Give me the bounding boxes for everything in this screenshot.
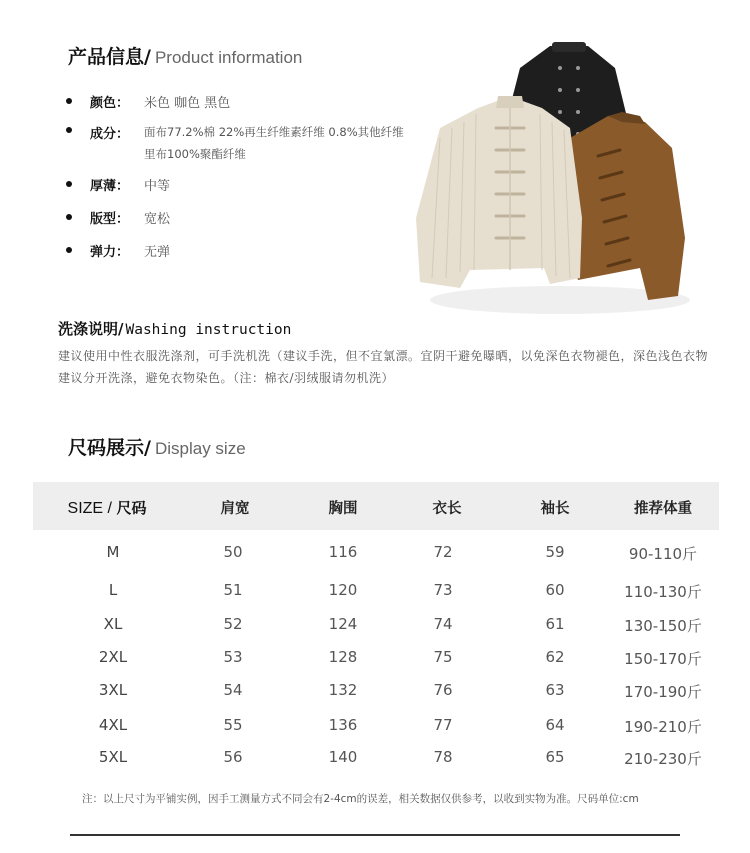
table-cell: 128 — [328, 648, 358, 666]
info-row-color — [66, 92, 406, 111]
size-label: 2XL — [98, 648, 128, 666]
size-header-cn: 尺码 — [116, 499, 147, 517]
table-cell: 51 — [223, 581, 243, 599]
table-cell: 72 — [433, 543, 453, 561]
info-value-line: 中等 — [144, 179, 171, 194]
washing-text: 建议使用中性衣服洗涤剂，可手洗机洗（建议手洗，但不宜氯漂。宜阴干避免曝晒，以免深色衣物褪色，深色浅色衣物建议分开洗涤，避免衣物染色。（注：棉衣/羽绒服请勿机洗） — [58, 349, 709, 385]
info-row-thickness — [66, 175, 406, 194]
table-cell: 55 — [223, 716, 243, 734]
info-value — [144, 175, 170, 194]
column-header: 衣长 — [432, 501, 462, 517]
product-info-title-cn: 产品信息/ — [68, 46, 151, 68]
bullet-dot — [66, 247, 72, 253]
size-label: 5XL — [98, 748, 128, 766]
size-column-header — [68, 497, 147, 518]
info-label: 弹力： — [90, 245, 130, 260]
info-row-elasticity — [66, 241, 406, 260]
table-cell: 50 — [223, 543, 243, 561]
table-cell: 90-110斤 — [628, 545, 698, 563]
table-cell: 60 — [545, 581, 565, 599]
table-row — [33, 642, 719, 672]
column-header: 肩宽 — [220, 501, 250, 517]
table-cell: 54 — [223, 681, 243, 699]
product-info-title — [68, 42, 302, 69]
table-cell: 73 — [433, 581, 453, 599]
size-display-title-en: Display size — [154, 439, 246, 458]
table-cell: 130-150斤 — [624, 617, 702, 635]
info-row-fit — [66, 208, 406, 227]
size-label: L — [108, 581, 118, 599]
table-cell: 116 — [328, 543, 358, 561]
table-cell: 59 — [545, 543, 565, 561]
washing-title-cn: 洗涤说明/ — [58, 320, 124, 338]
washing-title — [58, 318, 291, 339]
product-info-list — [66, 92, 406, 272]
bullet-dot — [66, 127, 72, 133]
size-label: 4XL — [98, 716, 128, 734]
table-cell: 77 — [433, 716, 453, 734]
size-note: 注：以上尺寸为平铺实例，因手工测量方式不同会有2-4cm的误差，相关数据仅供参考，以收到实物为准。尺码单位:cm — [82, 793, 639, 805]
info-label: 版型： — [90, 212, 130, 227]
size-table-body — [33, 530, 719, 780]
info-label: 厚薄： — [90, 179, 130, 194]
table-cell: 62 — [545, 648, 565, 666]
info-value — [144, 121, 404, 165]
size-table-header — [33, 482, 719, 530]
washing-title-en: Washing instruction — [125, 322, 292, 338]
table-cell: 120 — [328, 581, 358, 599]
column-header: 推荐体重 — [634, 501, 692, 517]
table-row — [33, 675, 719, 705]
table-cell: 75 — [433, 648, 453, 666]
table-cell: 150-170斤 — [624, 650, 702, 668]
divider — [70, 834, 680, 836]
table-cell: 61 — [545, 615, 565, 633]
table-row — [33, 742, 719, 772]
table-row — [33, 575, 719, 605]
bullet-dot — [66, 181, 72, 187]
table-cell: 110-130斤 — [624, 583, 702, 601]
table-cell: 65 — [545, 748, 565, 766]
info-label: 颜色： — [90, 96, 130, 111]
jacket-photo-icon — [410, 38, 690, 320]
column-header: 胸围 — [328, 501, 358, 517]
table-cell: 63 — [545, 681, 565, 699]
table-cell: 190-210斤 — [624, 718, 702, 736]
info-value — [144, 92, 230, 111]
size-label: M — [106, 543, 120, 561]
table-row — [33, 609, 719, 639]
info-value — [144, 208, 170, 227]
column-header: 袖长 — [540, 501, 570, 517]
table-cell: 210-230斤 — [624, 750, 702, 768]
table-cell: 140 — [328, 748, 358, 766]
info-label: 成分： — [90, 127, 130, 142]
product-info-title-en: Product information — [154, 48, 303, 67]
info-value-line: 米色 咖色 黑色 — [144, 96, 231, 111]
table-cell: 56 — [223, 748, 243, 766]
size-display-title-cn: 尺码展示/ — [68, 437, 151, 459]
info-row-composition — [66, 121, 406, 165]
size-label: 3XL — [98, 681, 128, 699]
size-display-title — [68, 433, 246, 460]
info-value-line: 面布77.2%棉 22%再生纤维素纤维 0.8%其他纤维 — [144, 125, 404, 139]
table-cell: 170-190斤 — [624, 683, 702, 701]
info-value-line: 无弹 — [144, 245, 171, 260]
table-cell: 76 — [433, 681, 453, 699]
info-value — [144, 241, 170, 260]
size-header-en: SIZE / — [67, 500, 112, 517]
size-label: XL — [103, 615, 123, 633]
table-row — [33, 710, 719, 740]
table-cell: 52 — [223, 615, 243, 633]
info-value-line: 里布100%聚酯纤维 — [144, 147, 246, 161]
table-cell: 78 — [433, 748, 453, 766]
table-cell: 64 — [545, 716, 565, 734]
beige-jacket — [416, 96, 582, 288]
table-cell: 53 — [223, 648, 243, 666]
table-cell: 74 — [433, 615, 453, 633]
info-value-line: 宽松 — [144, 212, 171, 227]
table-row — [33, 537, 719, 567]
bullet-dot — [66, 98, 72, 104]
table-cell: 136 — [328, 716, 358, 734]
bullet-dot — [66, 214, 72, 220]
table-cell: 132 — [328, 681, 358, 699]
table-cell: 124 — [328, 615, 358, 633]
